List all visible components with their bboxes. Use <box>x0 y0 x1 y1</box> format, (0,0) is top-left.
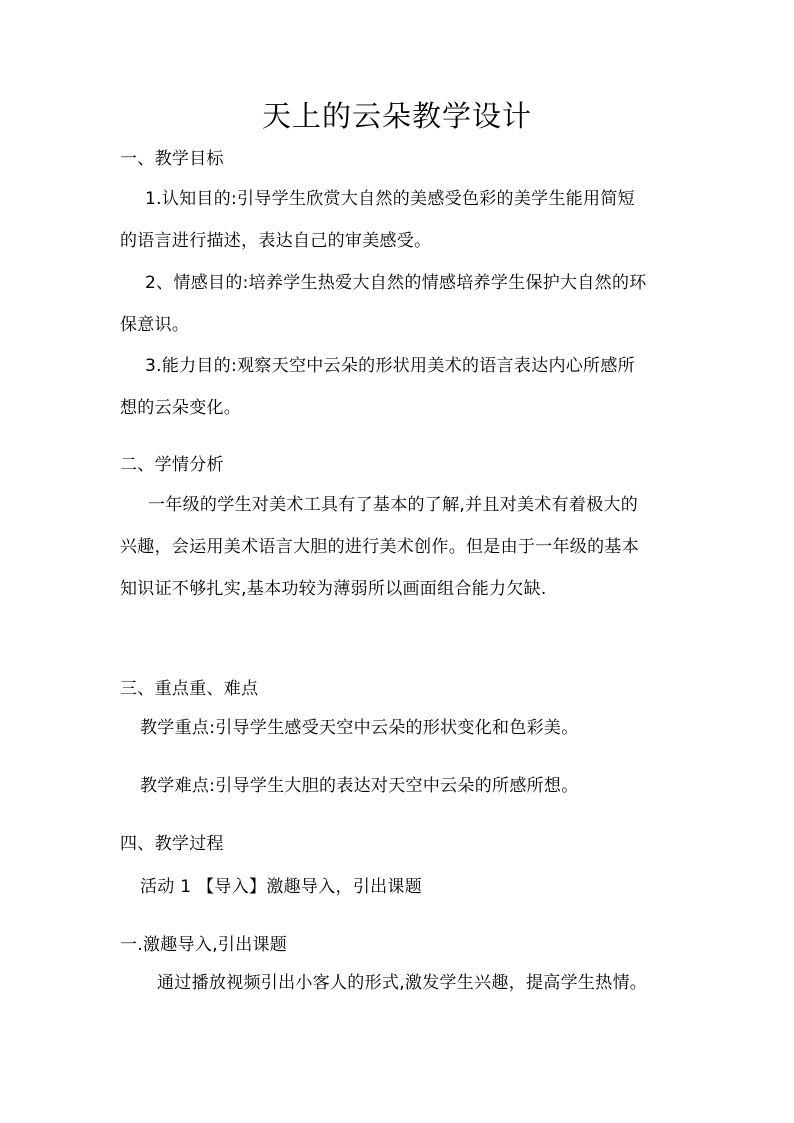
section-heading-learning-analysis: 二、学情分析 <box>120 455 224 475</box>
objective-emotional-line2: 保意识。 <box>120 315 190 335</box>
objective-cognitive-line1: 1.认知目的:引导学生欣赏大自然的美感受色彩的美学生能用简短 <box>145 189 635 209</box>
teaching-difficult-point: 教学难点:引导学生大胆的表达对天空中云朵的所感所想。 <box>140 776 579 796</box>
objective-emotional-line1: 2、情感目的:培养学生热爱大自然的情感培养学生保护大自然的环 <box>145 273 647 293</box>
learning-analysis-line1: 一年级的学生对美术工具有了基本的了解,并且对美术有着极大的 <box>148 495 639 515</box>
process-description: 通过播放视频引出小客人的形式,激发学生兴趣，提高学生热情。 <box>157 973 648 993</box>
activity-1-intro: 活动 1 【导入】激趣导入，引出课题 <box>140 877 423 897</box>
teaching-key-point: 教学重点:引导学生感受天空中云朵的形状变化和色彩美。 <box>140 718 579 738</box>
learning-analysis-line3: 知识证不够扎实,基本功较为薄弱所以画面组合能力欠缺. <box>120 579 547 599</box>
process-subheading: 一.激趣导入,引出课题 <box>120 935 288 955</box>
learning-analysis-line2: 兴趣，会运用美术语言大胆的进行美术创作。但是由于一年级的基本 <box>120 537 639 557</box>
section-heading-key-difficult-points: 三、重点重、难点 <box>120 679 259 699</box>
section-heading-teaching-objectives: 一、教学目标 <box>120 149 224 169</box>
document-title: 天上的云朵教学设计 <box>261 99 532 133</box>
objective-ability-line2: 想的云朵变化。 <box>120 398 242 418</box>
section-heading-teaching-process: 四、教学过程 <box>120 834 224 854</box>
objective-ability-line1: 3.能力目的:观察天空中云朵的形状用美术的语言表达内心所感所 <box>145 356 635 376</box>
objective-cognitive-line2: 的语言进行描述，表达自己的审美感受。 <box>120 231 432 251</box>
